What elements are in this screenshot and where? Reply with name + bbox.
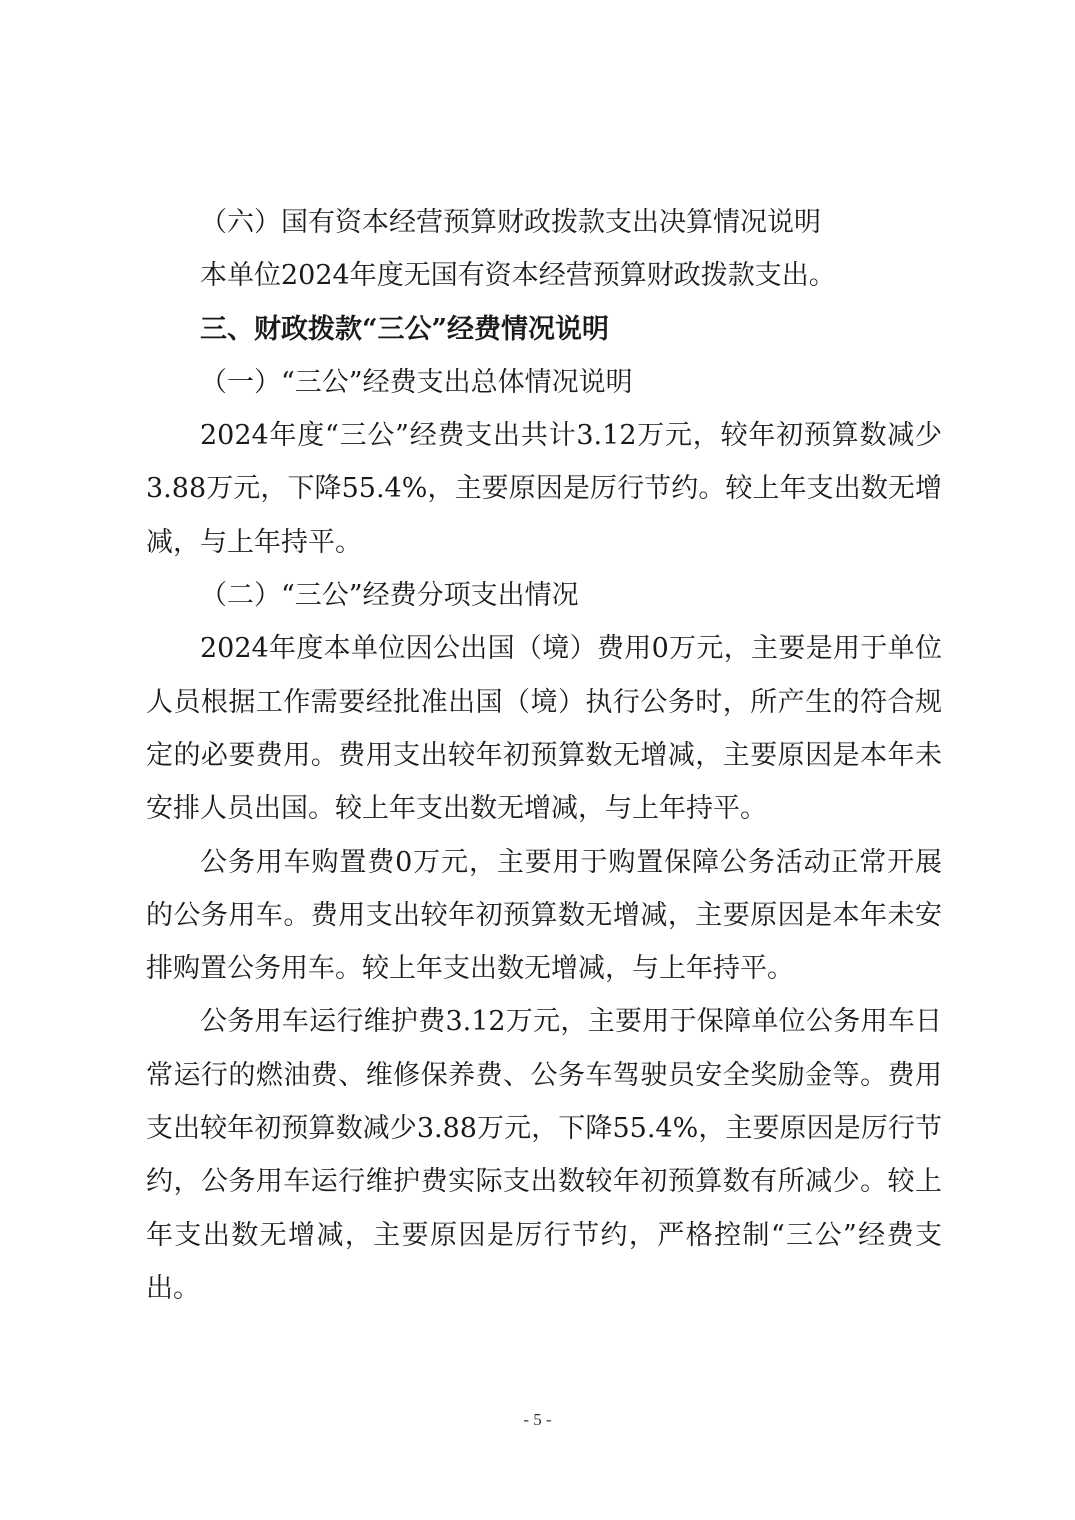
page-number: - 5 -: [523, 1410, 552, 1429]
paragraph-overall-expenses: 2024年度“三公”经费支出共计3.12万元，较年初预算数减少3.88万元，下降55.4%，主要原因是厉行节约。较上年支出数无增减，与上年持平。: [146, 420, 942, 558]
subheading-overall-situation: （一）“三公”经费支出总体情况说明: [200, 366, 633, 398]
document-body: [146, 196, 942, 1315]
subheading-itemized-expenses: （二）“三公”经费分项支出情况: [200, 580, 579, 612]
paragraph-overseas-travel: 2024年度本单位因公出国（境）费用0万元，主要是用于单位人员根据工作需要经批准出国（境）执行公务时，所产生的符合规定的必要费用。费用支出较年初预算数无增减，主要原因是本年未安排人员出国。较上年支出数无增减，与上年持平。: [146, 633, 942, 825]
paragraph-vehicle-maintenance: 公务用车运行维护费3.12万元，主要用于保障单位公务用车日常运行的燃油费、维修保养费、公务车驾驶员安全奖励金等。费用支出较年初预算数减少3.88万元，下降55.4%，主要原因是厉行节约，公务用车运行维护费实际支出数较年初预算数有所减少。较上年支出数无增减，主要原因是厉行节约，严格控制“三公”经费支出。: [146, 1006, 942, 1304]
section-heading-state-capital-budget: （六）国有资本经营预算财政拨款支出决算情况说明: [200, 207, 821, 238]
paragraph-vehicle-purchase: 公务用车购置费0万元，主要用于购置保障公务活动正常开展的公务用车。费用支出较年初预算数无增减，主要原因是本年未安排购置公务用车。较上年支出数无增减，与上年持平。: [146, 846, 942, 985]
paragraph-no-state-capital-expense: 本单位2024年度无国有资本经营预算财政拨款支出。: [200, 260, 836, 292]
section-heading-three-public-expenses: 三、财政拨款“三公”经费情况说明: [200, 313, 610, 345]
